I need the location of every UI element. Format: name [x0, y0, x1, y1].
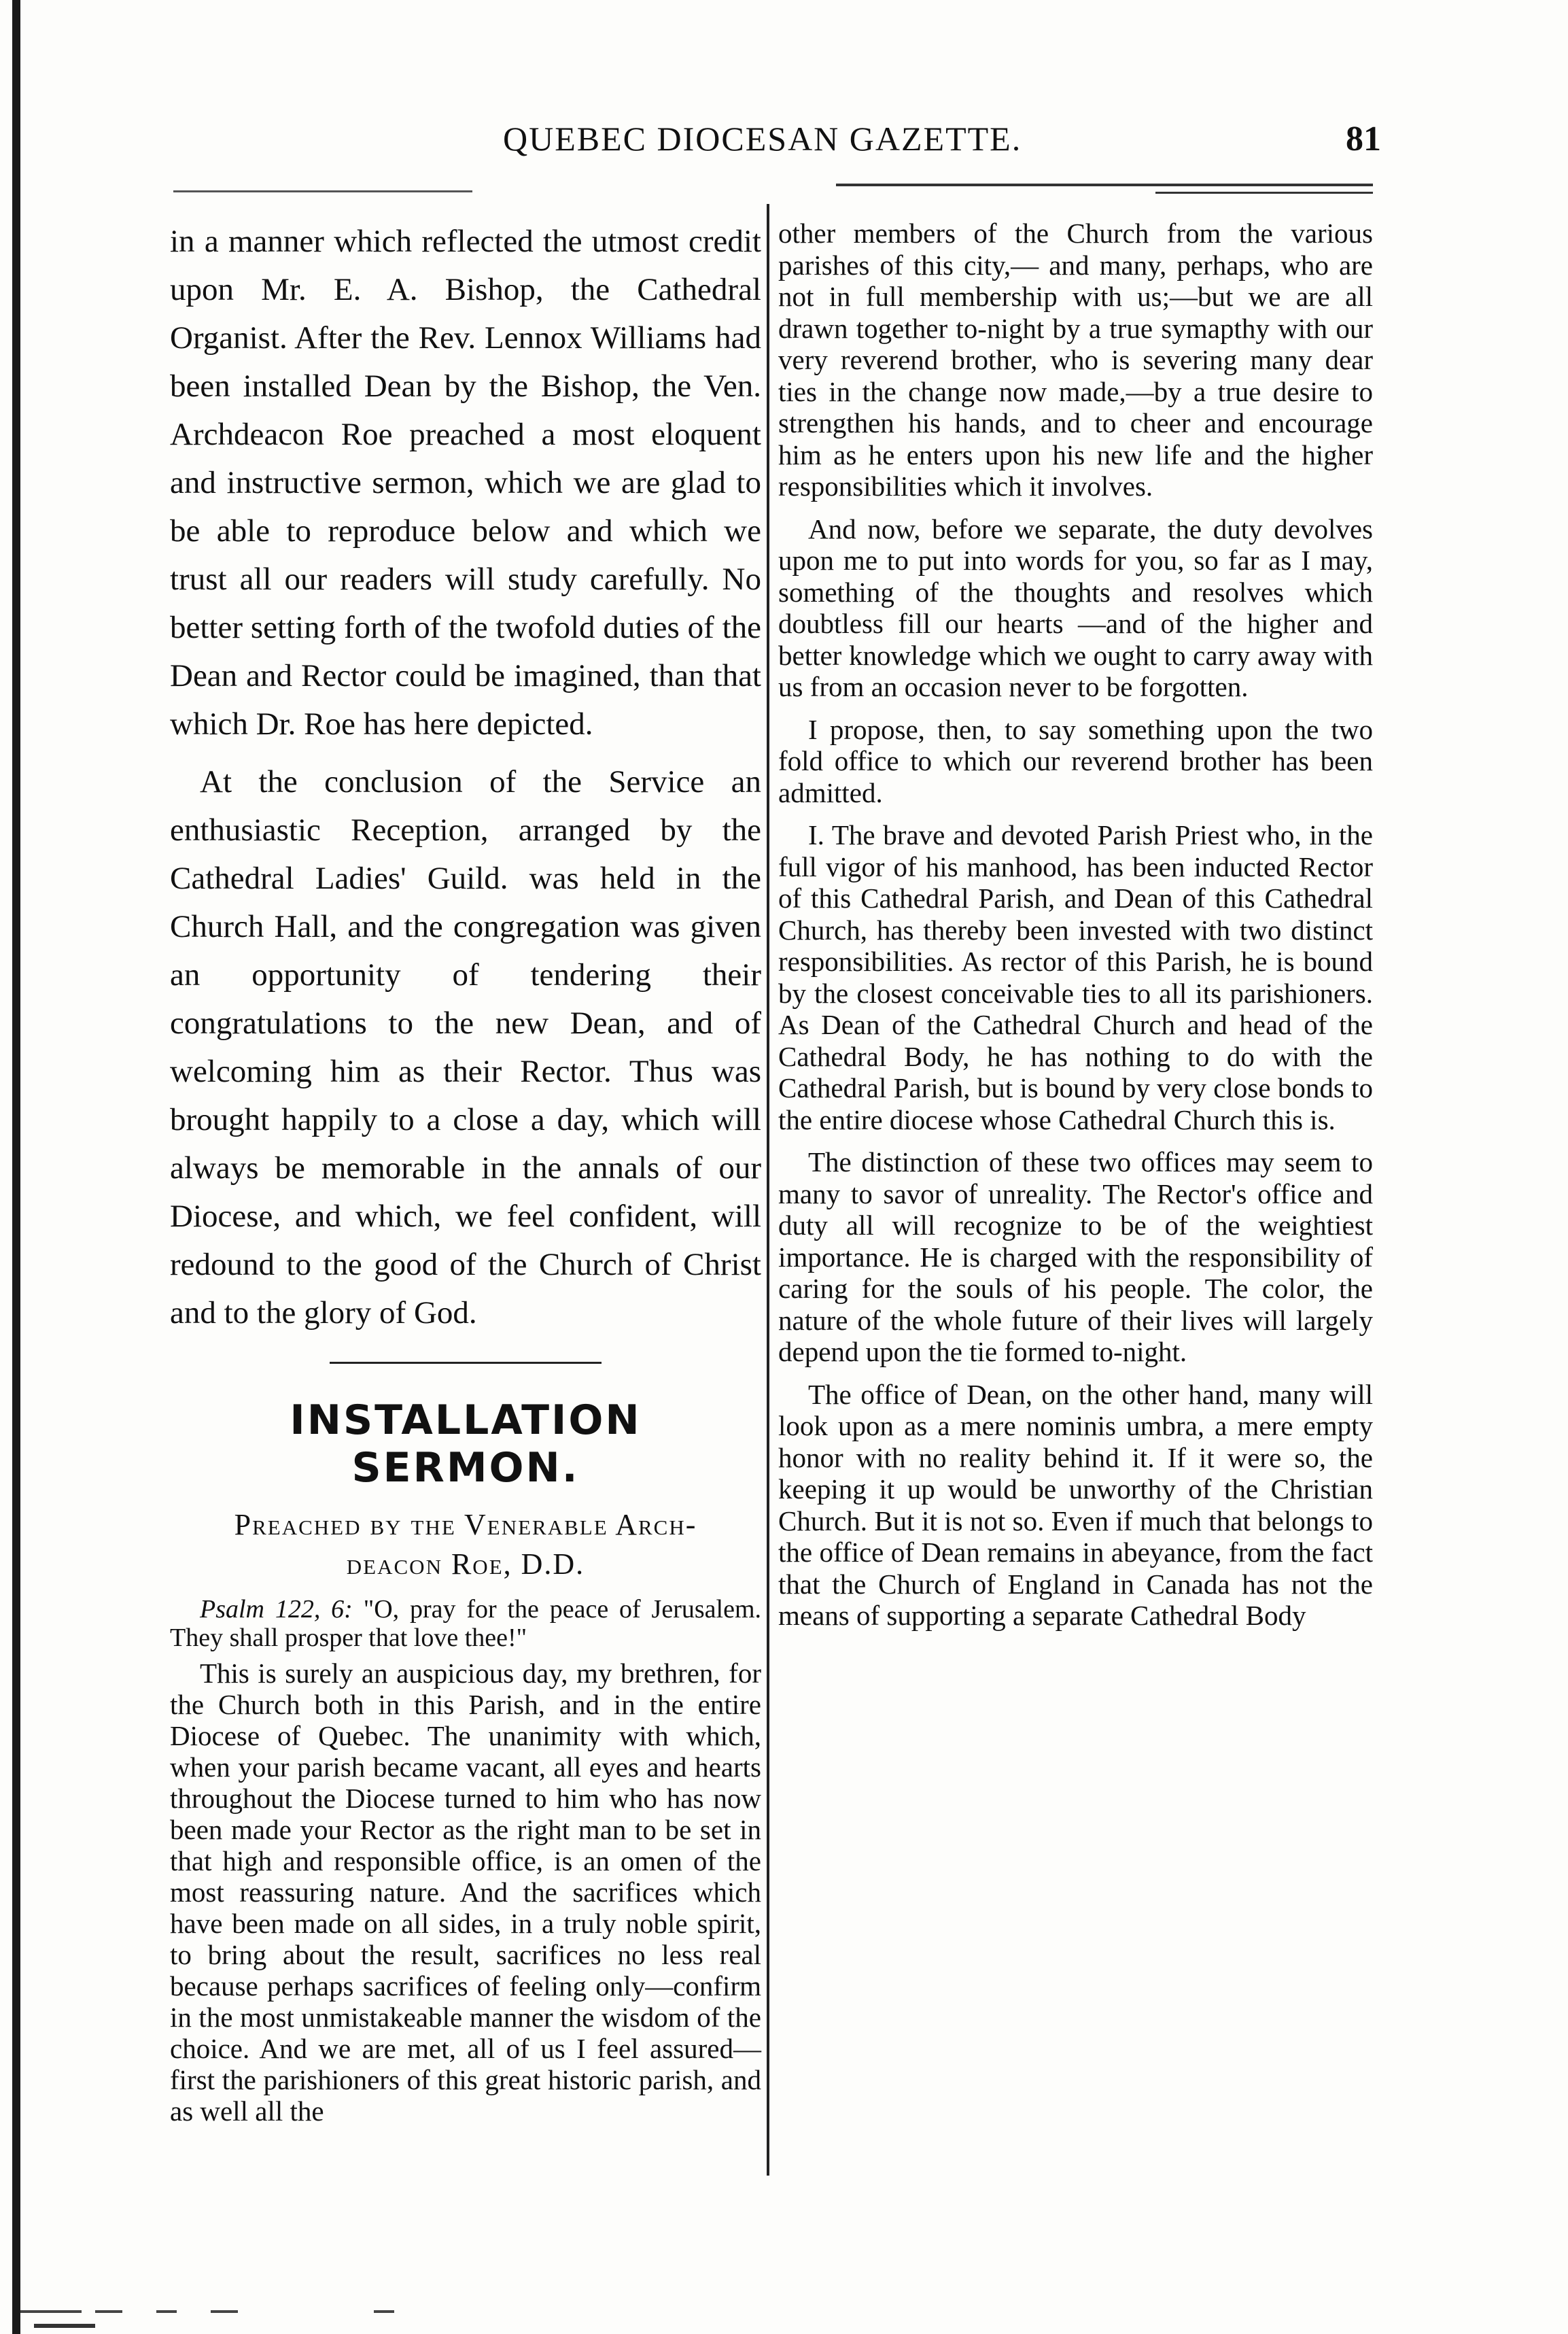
sermon-paragraph: The office of Dean, on the other hand, many will look upon as a mere nominis umbra, a mere empty honor with no reality behind it. If it were so, the keeping it up would be unworthy of the Christian Church. But it is not so. Even if much that belongs to the office of Dean remains in abeyance, from the fact that the Church of England in Canada has not the means of supporting a separate Cathedral Body	[778, 1378, 1373, 1631]
article-paragraph: in a manner which reflected the utmost credit upon Mr. E. A. Bishop, the Cathedral Organist. After the Rev. Lennox Williams had been installed Dean by the Bishop, the Ven. Archdeacon Roe preached a most eloquent and instructive sermon, which we are glad to be able to reproduce below and which we trust all our readers will study carefully. No better setting forth of the twofold duties of the Dean and Rector could be imagined, than that which Dr. Roe has here depicted.	[170, 224, 761, 742]
bottom-print-marks	[20, 2305, 496, 2325]
section-separator	[330, 1362, 602, 1364]
sermon-paragraph: I propose, then, to say something upon the two fold office to which our reverend brother has been admitted.	[778, 713, 1373, 808]
article-paragraph: At the conclusion of the Service an enthusiastic Reception, arranged by the Cathedral Ladies' Guild. was held in the Church Hall, and the congregation was given an opportunity of tendering their congratulations to the new Dean, and of welcoming him as their Rector. Thus was brought happily to a close a day, which will always be memorable in the annals of our Diocese, and which, we feel confident, will redound to the good of the Church of Christ and to the glory of God.	[170, 764, 761, 1331]
header-rule-right-double	[1155, 192, 1373, 194]
header-rule-left	[173, 190, 472, 192]
sermon-paragraph: This is surely an auspicious day, my brethren, for the Church both in this Parish, and in the entire Diocese of Quebec. The unanimity with which, when your parish became vacant, all eyes and hearts throughout the Diocese turned to him who has now been made your Rector as the right man to be set in that high and responsible office, is an omen of the most reassuring nature. And the sacrifices which have been made on all sides, in a truly noble spirit, to bring about the result, sacrifices no less real because perhaps sacrifices of feeling only—confirm in the most unmistakeable manner the wisdom of the choice. And we are met, all of us I feel assured— first the parishioners of this great historic parish, and as well all the	[170, 1658, 761, 2127]
print-mark	[211, 2310, 238, 2313]
sermon-paragraph: I. The brave and devoted Parish Priest who, in the full vigor of his manhood, has been inducted Rector of this Cathedral Parish, and Dean of this Cathedral Church, has thereby been invested with two distinct responsibilities. As rector of this Parish, he is bound by the closest conceivable ties to all its parishioners. As Dean of the Cathedral Church and head of the Cathedral Body, he has nothing to do with the Cathedral Parish, but is bound by very close bonds to the entire diocese whose Cathedral Church this is.	[778, 819, 1373, 1135]
sermon-heading: INSTALLATION SERMON.	[290, 1396, 642, 1492]
column-divider	[767, 204, 769, 2176]
byline-line-1: Preached by the Venerable Arch-	[234, 1508, 697, 1541]
page-number: 81	[1346, 120, 1381, 158]
print-mark	[374, 2310, 394, 2313]
gazette-title: QUEBEC DIOCESAN GAZETTE.	[503, 120, 1022, 158]
header-rule-right	[836, 184, 1373, 186]
page-binding-edge	[12, 0, 20, 2334]
scripture-text: "O, pray for the peace of Jerusalem. They shall prosper that love thee!"	[170, 1595, 761, 1652]
bottom-print-rule	[34, 2324, 95, 2328]
sermon-section	[170, 1396, 761, 2127]
print-mark	[20, 2310, 82, 2313]
left-column	[170, 218, 761, 2127]
scripture-reference: Psalm 122, 6:	[200, 1595, 353, 1624]
sermon-byline	[170, 1505, 761, 1584]
byline-line-2: deacon Roe, D.D.	[346, 1547, 585, 1581]
sermon-paragraph: other members of the Church from the various parishes of this city,— and many, perhaps, who are not in full membership with us;—but we are all drawn together to-night by a true symapthy with our very reverend brother, who is severing many dear ties in the change now made,—by a true desire to strengthen his hands, and to cheer and encourage him as he enters upon his new life and the higher responsibilities which it involves.	[778, 218, 1373, 502]
right-column	[778, 218, 1373, 1632]
print-mark	[156, 2310, 177, 2313]
sermon-paragraph: The distinction of these two offices may seem to many to savor of unreality. The Rector's office and duty all will recognize to be of the weightiest importance. He is charged with the responsibility of caring for the souls of his people. The color, the nature of the whole future of their lives will largely depend upon the tie formed to-night.	[778, 1146, 1373, 1367]
scripture-quote	[170, 1595, 761, 1652]
page-header	[0, 119, 1568, 173]
print-mark	[95, 2310, 122, 2313]
sermon-paragraph: And now, before we separate, the duty devolves upon me to put into words for you, so far as I may, something of the thoughts and resolves which doubtless fill our hearts —and of the higher and better knowledge which we ought to carry away with us from an occasion never to be forgotten.	[778, 513, 1373, 702]
